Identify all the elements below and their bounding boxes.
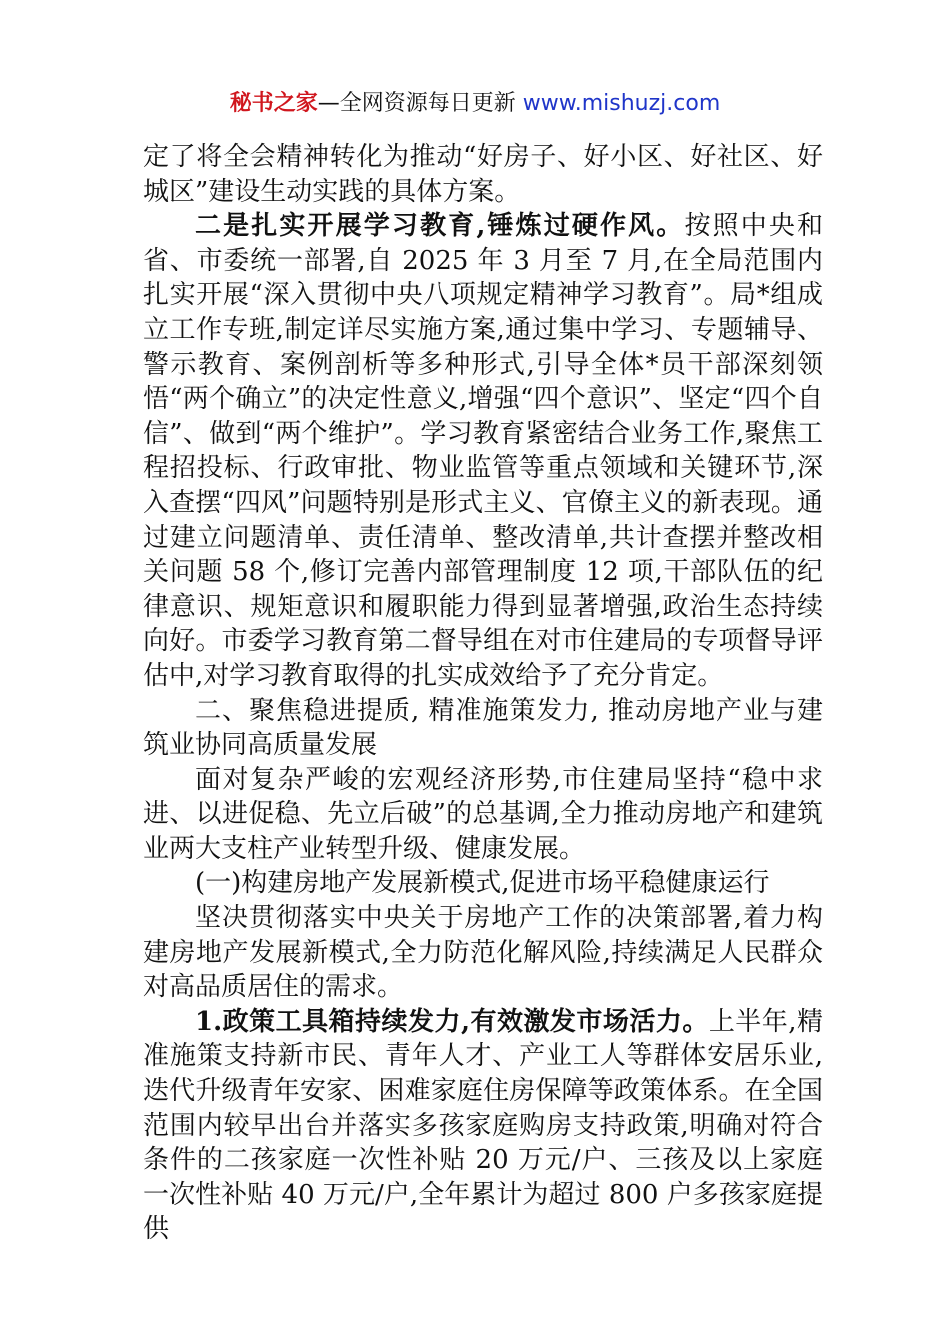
paragraph-lead-heading: 1.政策工具箱持续发力,有效激发市场活力。 — [195, 1006, 709, 1037]
paragraph-5 — [143, 1005, 823, 1247]
document-body — [143, 140, 823, 1247]
paragraph-text: 坚决贯彻落实中央关于房地产工作的决策部署,着力构建房地产发展新模式,全力防范化解风险,持续满足人民群众对高品质居住的需求。 — [143, 903, 823, 1003]
paragraph-text: 按照中央和省、市委统一部署,自 2025 年 3 月至 7 月,在全局范围内扎实开展“深入贯彻中央八项规定精神学习教育”。局*组成立工作专班,制定详尽实施方案,通过集中学习、专题辅导、警示教育、案例剖析等多种形式,引导全体*员干部深刻领悟“两个确立”的决定性意义,增强“四个意识”、坚定“四个自信”、做到“两个维护”。学习教育紧密结合业务工作,聚焦工程招投标、行政审批、物业监管等重点领域和关键环节,深入查摆“四风”问题特别是形式主义、官僚主义的新表现。通过建立问题清单、责任清单、整改清单,共计查摆并整改相关问题 58 个,修订完善内部管理制度 12 项,干部队伍的纪律意识、规矩意识和履职能力得到显著增强,政治生态持续向好。市委学习教育第二督导组在对市住建局的专项督导评估中,对学习教育取得的扎实成效给予了充分肯定。 — [143, 211, 823, 691]
brand-name: 秘书之家 — [229, 91, 318, 116]
header-tagline: —全网资源每日更新 — [317, 91, 523, 116]
paragraph-3 — [143, 763, 823, 867]
subsection-heading-1 — [143, 866, 823, 901]
site-header-banner — [0, 88, 950, 120]
section-heading-text: 二、聚焦稳进提质, 精准施策发力, 推动房地产业与建筑业协同高质量发展 — [143, 695, 823, 761]
paragraph-1 — [143, 140, 823, 209]
subsection-heading-text: (一)构建房地产发展新模式,促进市场平稳健康运行 — [195, 868, 770, 899]
section-heading-2 — [143, 694, 823, 763]
paragraph-text: 上半年,精准施策支持新市民、青年人才、产业工人等群体安居乐业,迭代升级青年安家、困难家庭住房保障等政策体系。在全国范围内较早出台并落实多孩家庭购房支持政策,明确对符合条件的二孩家庭一次性补贴 20 万元/户、三孩及以上家庭一次性补贴 40 万元/户,全年累计为超过 800 户多孩家庭提供 — [143, 1006, 823, 1245]
paragraph-text: 定了将全会精神转化为推动“好房子、好小区、好社区、好城区”建设生动实践的具体方案。 — [143, 142, 823, 207]
site-url-link[interactable]: www.mishuzj.com — [522, 91, 721, 116]
paragraph-text: 面对复杂严峻的宏观经济形势,市住建局坚持“稳中求进、以进促稳、先立后破”的总基调,全力推动房地产和建筑业两大支柱产业转型升级、健康发展。 — [143, 764, 823, 864]
paragraph-2 — [143, 209, 823, 693]
paragraph-lead-heading: 二是扎实开展学习教育,锤炼过硬作风。 — [195, 211, 685, 242]
paragraph-4 — [143, 901, 823, 1005]
